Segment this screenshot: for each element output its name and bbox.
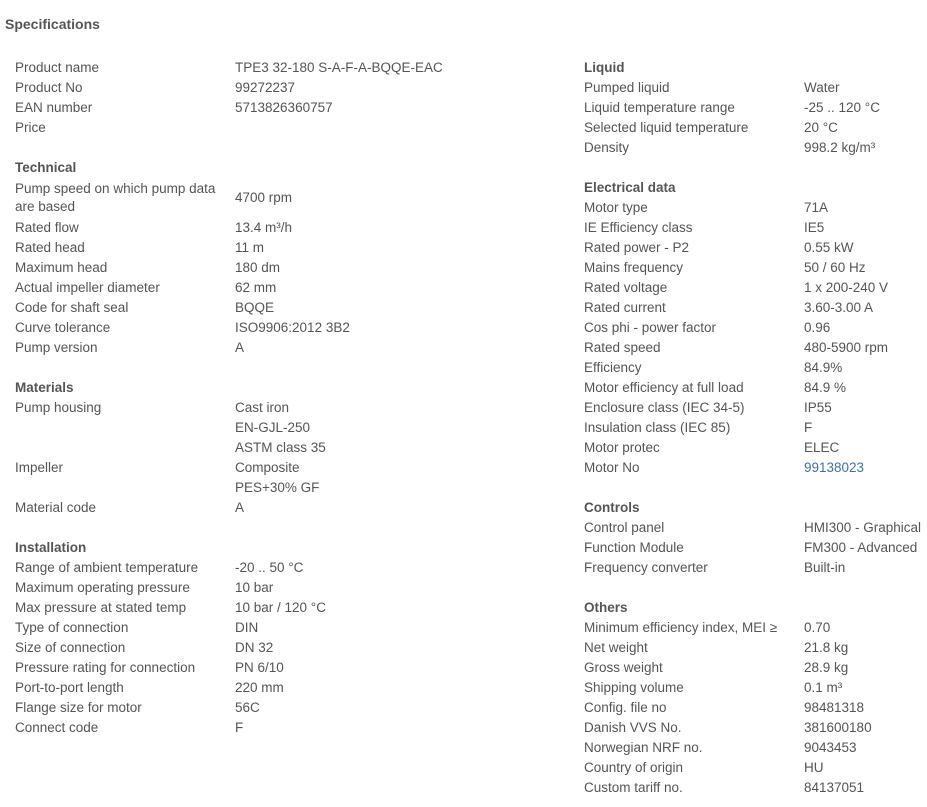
spec-value: F <box>235 720 244 735</box>
spec-row <box>15 618 555 638</box>
spec-row <box>584 298 924 318</box>
spec-label: Size of connection <box>15 640 126 655</box>
spec-row <box>584 218 924 238</box>
spec-row <box>15 118 555 138</box>
spec-label: IE Efficiency class <box>584 220 693 235</box>
spec-row <box>584 318 924 338</box>
spec-row <box>15 298 555 318</box>
spec-row <box>15 98 555 118</box>
spec-row <box>584 678 924 698</box>
spec-value: Built-in <box>804 560 846 575</box>
spec-row <box>584 618 924 638</box>
spec-value: TPE3 32-180 S-A-F-A-BQQE-EAC <box>235 60 443 75</box>
spec-value: EN-GJL-250 <box>235 420 311 435</box>
spec-row <box>15 238 555 258</box>
spec-value: 13.4 m³/h <box>235 220 293 235</box>
spec-value: IE5 <box>804 220 825 235</box>
section-title: Materials <box>15 380 74 395</box>
spec-row <box>15 278 555 298</box>
spec-value: ASTM class 35 <box>235 440 326 455</box>
spec-row <box>15 458 555 478</box>
spec-row <box>584 698 924 718</box>
spec-value: 50 / 60 Hz <box>804 260 866 275</box>
spec-value: ISO9906:2012 3B2 <box>235 320 350 335</box>
spec-label: Maximum operating pressure <box>15 580 190 595</box>
spec-label: Pump housing <box>15 400 102 415</box>
spec-label: Rated power - P2 <box>584 240 690 255</box>
spec-label: Shipping volume <box>584 680 684 695</box>
spec-label: Port-to-port length <box>15 680 124 695</box>
spec-label: Function Module <box>584 540 684 555</box>
section-spacer <box>15 358 555 378</box>
spec-label: Pumped liquid <box>584 80 670 95</box>
right-spec-column <box>584 58 924 798</box>
spec-row <box>15 418 555 438</box>
spec-row <box>15 318 555 338</box>
spec-value: A <box>235 500 245 515</box>
spec-value: IP55 <box>804 400 832 415</box>
spec-row <box>584 358 924 378</box>
spec-value: 480-5900 rpm <box>804 340 889 355</box>
spec-label: Impeller <box>15 460 64 475</box>
spec-row <box>15 398 555 418</box>
spec-label: Efficiency <box>584 360 642 375</box>
section-title: Electrical data <box>584 180 676 195</box>
spec-row <box>584 258 924 278</box>
spec-label: Custom tariff no. <box>584 780 683 795</box>
spec-row <box>584 78 924 98</box>
spec-row <box>15 678 555 698</box>
spec-value: A <box>235 340 245 355</box>
spec-label: Frequency converter <box>584 560 708 575</box>
spec-row <box>584 418 924 438</box>
spec-label: Danish VVS No. <box>584 720 682 735</box>
spec-value: 20 °C <box>804 120 838 135</box>
section-title: Controls <box>584 500 640 515</box>
section-spacer <box>584 158 924 178</box>
spec-label: Pump speed on which pump data are based <box>15 181 216 214</box>
spec-value: FM300 - Advanced <box>804 540 918 555</box>
spec-row <box>584 738 924 758</box>
spec-row <box>584 438 924 458</box>
spec-label: Config. file no <box>584 700 667 715</box>
section-spacer <box>584 478 924 498</box>
spec-label: Mains frequency <box>584 260 684 275</box>
spec-value: PES+30% GF <box>235 480 320 495</box>
spec-label: Net weight <box>584 640 648 655</box>
spec-row <box>15 218 555 238</box>
spec-row <box>15 338 555 358</box>
spec-row <box>15 78 555 98</box>
spec-row <box>15 498 555 518</box>
spec-value: ELEC <box>804 440 840 455</box>
spec-label: Gross weight <box>584 660 663 675</box>
spec-row <box>584 778 924 798</box>
spec-label: Country of origin <box>584 760 684 775</box>
spec-value: 21.8 kg <box>804 640 849 655</box>
spec-value: 180 dm <box>235 260 281 275</box>
spec-row <box>584 458 924 478</box>
spec-value: 10 bar / 120 °C <box>235 600 326 615</box>
spec-label: EAN number <box>15 100 93 115</box>
spec-label: Motor type <box>584 200 648 215</box>
spec-row <box>15 598 555 618</box>
spec-row <box>584 198 924 218</box>
spec-value: DIN <box>235 620 259 635</box>
spec-label: Rated current <box>584 300 666 315</box>
spec-label: Density <box>584 140 630 155</box>
spec-label: Actual impeller diameter <box>15 280 160 295</box>
spec-row <box>584 718 924 738</box>
spec-value: 84.9% <box>804 360 843 375</box>
page-title: Specifications <box>5 16 100 32</box>
section-title: Others <box>584 600 628 615</box>
spec-row <box>15 258 555 278</box>
spec-label: Material code <box>15 500 97 515</box>
spec-label: Motor protec <box>584 440 660 455</box>
spec-value: 998.2 kg/m³ <box>804 140 876 155</box>
spec-value: BQQE <box>235 300 275 315</box>
spec-row <box>584 338 924 358</box>
section-title: Liquid <box>584 60 625 75</box>
spec-row <box>15 58 555 78</box>
spec-value: 0.55 kW <box>804 240 854 255</box>
section-spacer <box>584 578 924 598</box>
spec-row <box>584 638 924 658</box>
spec-value: Composite <box>235 460 300 475</box>
spec-label: Norwegian NRF no. <box>584 740 703 755</box>
spec-row <box>15 658 555 678</box>
section-spacer <box>15 518 555 538</box>
spec-row <box>584 518 924 538</box>
spec-row <box>584 238 924 258</box>
spec-value: 28.9 kg <box>804 660 849 675</box>
spec-value: 56C <box>235 700 260 715</box>
motor-no-link[interactable]: 99138023 <box>804 460 865 475</box>
spec-row <box>584 558 924 578</box>
spec-value: HMI300 - Graphical <box>804 520 922 535</box>
spec-value: 71A <box>804 200 829 215</box>
spec-row <box>584 118 924 138</box>
spec-row <box>15 698 555 718</box>
spec-row <box>584 658 924 678</box>
spec-value: 1 x 200-240 V <box>804 280 889 295</box>
spec-label: Type of connection <box>15 620 129 635</box>
spec-label: Product name <box>15 60 100 75</box>
spec-label: Motor No <box>584 460 640 475</box>
spec-value: 0.70 <box>804 620 831 635</box>
spec-label: Control panel <box>584 520 665 535</box>
spec-row <box>15 478 555 498</box>
spec-value: 0.96 <box>804 320 831 335</box>
spec-value: 0.1 m³ <box>804 680 843 695</box>
spec-label: Insulation class (IEC 85) <box>584 420 731 435</box>
spec-label: Rated voltage <box>584 280 668 295</box>
spec-label: Maximum head <box>15 260 108 275</box>
spec-row <box>15 438 555 458</box>
spec-label: Rated speed <box>584 340 661 355</box>
spec-row <box>584 138 924 158</box>
spec-row <box>584 378 924 398</box>
spec-label: Enclosure class (IEC 34-5) <box>584 400 745 415</box>
spec-label: Product No <box>15 80 83 95</box>
spec-value: 5713826360757 <box>235 100 333 115</box>
spec-row <box>15 718 555 738</box>
section-title: Technical <box>15 160 77 175</box>
spec-row <box>15 578 555 598</box>
spec-label: Selected liquid temperature <box>584 120 749 135</box>
spec-value: 381600180 <box>804 720 872 735</box>
spec-label: Pump version <box>15 340 98 355</box>
left-spec-column <box>15 58 555 738</box>
spec-label: Curve tolerance <box>15 320 111 335</box>
spec-value: 84.9 % <box>804 380 847 395</box>
spec-value: PN 6/10 <box>235 660 284 675</box>
spec-label: Price <box>15 120 46 135</box>
spec-value: Water <box>804 80 840 95</box>
section-spacer <box>15 138 555 158</box>
spec-row <box>584 398 924 418</box>
spec-value: HU <box>804 760 824 775</box>
spec-row <box>584 538 924 558</box>
spec-value: 10 bar <box>235 580 274 595</box>
spec-label: Range of ambient temperature <box>15 560 199 575</box>
spec-label: Code for shaft seal <box>15 300 129 315</box>
spec-value: F <box>804 420 813 435</box>
spec-value: 3.60-3.00 A <box>804 300 874 315</box>
spec-label: Liquid temperature range <box>584 100 735 115</box>
spec-row <box>15 558 555 578</box>
spec-value: DN 32 <box>235 640 274 655</box>
spec-value: 9043453 <box>804 740 857 755</box>
spec-value: 11 m <box>235 240 265 255</box>
spec-label: Rated flow <box>15 220 79 235</box>
spec-label: Minimum efficiency index, MEI ≥ <box>584 620 778 635</box>
spec-value: 98481318 <box>804 700 865 715</box>
spec-label: Flange size for motor <box>15 700 142 715</box>
spec-label: Max pressure at stated temp <box>15 600 187 615</box>
spec-label: Connect code <box>15 720 99 735</box>
spec-row <box>584 98 924 118</box>
spec-value: 99272237 <box>235 80 296 95</box>
spec-value: 62 mm <box>235 280 277 295</box>
spec-label: Pressure rating for connection <box>15 660 196 675</box>
spec-value: 220 mm <box>235 680 284 695</box>
spec-label: Cos phi - power factor <box>584 320 717 335</box>
spec-value: 84137051 <box>804 780 865 795</box>
spec-value: -25 .. 120 °C <box>804 100 880 115</box>
spec-row <box>584 758 924 778</box>
section-title: Installation <box>15 540 87 555</box>
spec-label: Motor efficiency at full load <box>584 380 744 395</box>
spec-label: Rated head <box>15 240 85 255</box>
spec-value: 4700 rpm <box>235 190 293 205</box>
spec-value: -20 .. 50 °C <box>235 560 304 575</box>
spec-row <box>584 278 924 298</box>
spec-row <box>15 638 555 658</box>
spec-row <box>15 178 555 218</box>
spec-value: Cast iron <box>235 400 290 415</box>
